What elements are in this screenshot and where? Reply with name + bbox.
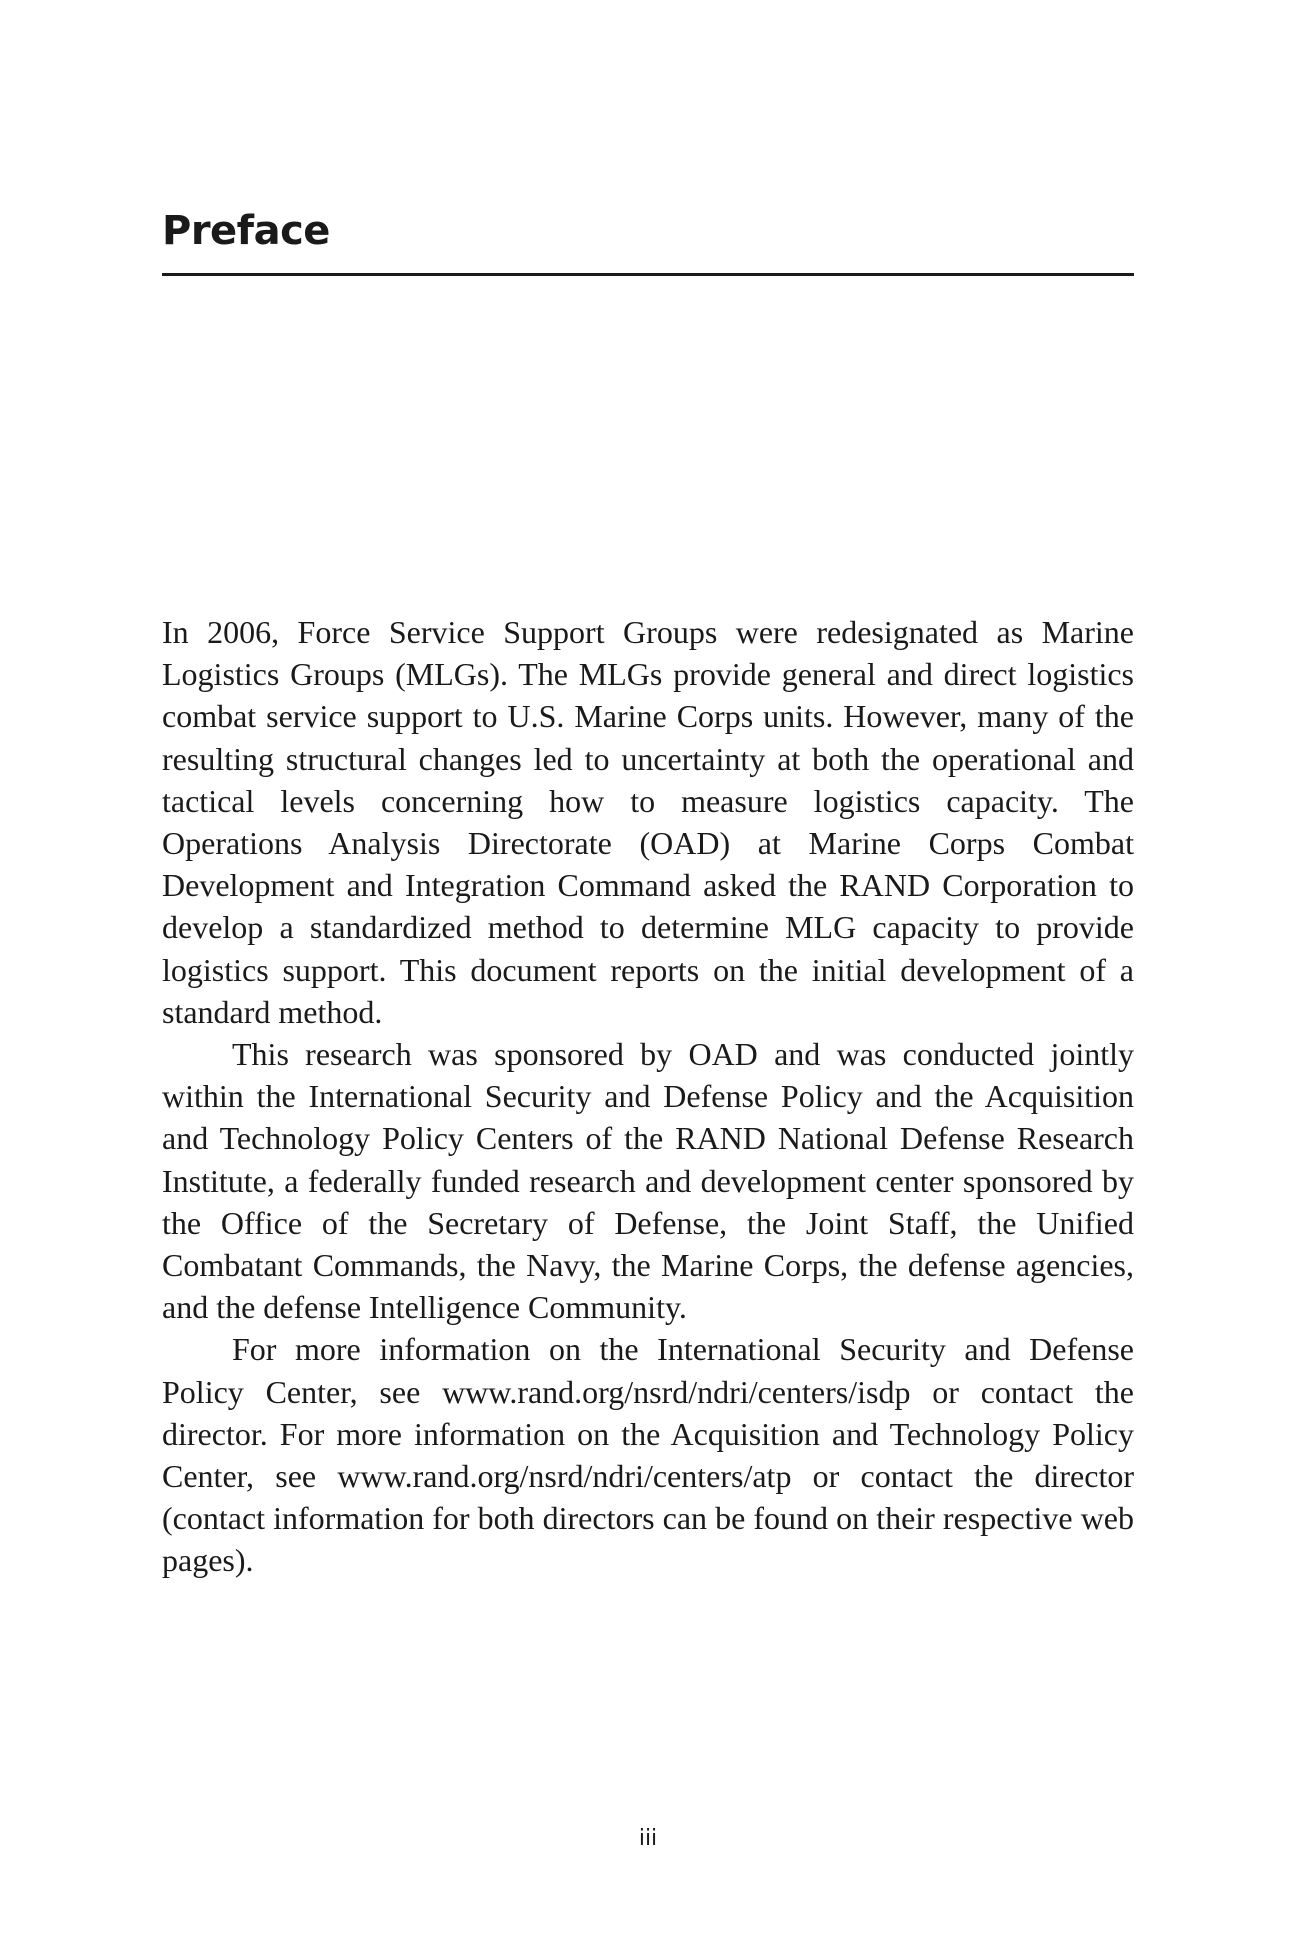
title-rule [162,273,1134,276]
page-number: iii [638,1826,658,1851]
paragraph-contact-info: For more information on the International Security and Defense Policy Center, see www.rand.org/nsrd/ndri/centers/isdp or contact the director. For more information on the Acquisition and Technology Policy Center, see www.rand.org/nsrd/ndri/centers/atp or contact the director (contact information for both directors can be found on their respective web pages). [162,1331,1134,1579]
paragraph-sponsorship: This research was sponsored by OAD and was conducted jointly within the International Security and Defense Policy and the Acquisition and Technology Policy Centers of the RAND National Defense Research Institute, a federally funded research and development center sponsored by the Office of the Secretary of Defense, the Joint Staff, the Unified Combatant Commands, the Navy, the Marine Corps, the defense agencies, and the defense Intelligence Community. [162,1036,1134,1326]
page-title: Preface [162,208,330,254]
body-text [162,611,1134,1582]
paragraph-intro: In 2006, Force Service Support Groups were redesignated as Marine Logistics Groups (MLGs). The MLGs provide general and direct logistics combat service support to U.S. Marine Corps units. However, many of the resulting structural changes led to uncertainty at both the operational and tactical levels concerning how to measure logistics capacity. The Operations Analysis Directorate (OAD) at Marine Corps Combat Development and Integration Command asked the RAND Corporation to develop a standardized method to determine MLG capacity to provide logistics support. This document reports on the initial development of a standard method. [162,614,1134,1030]
